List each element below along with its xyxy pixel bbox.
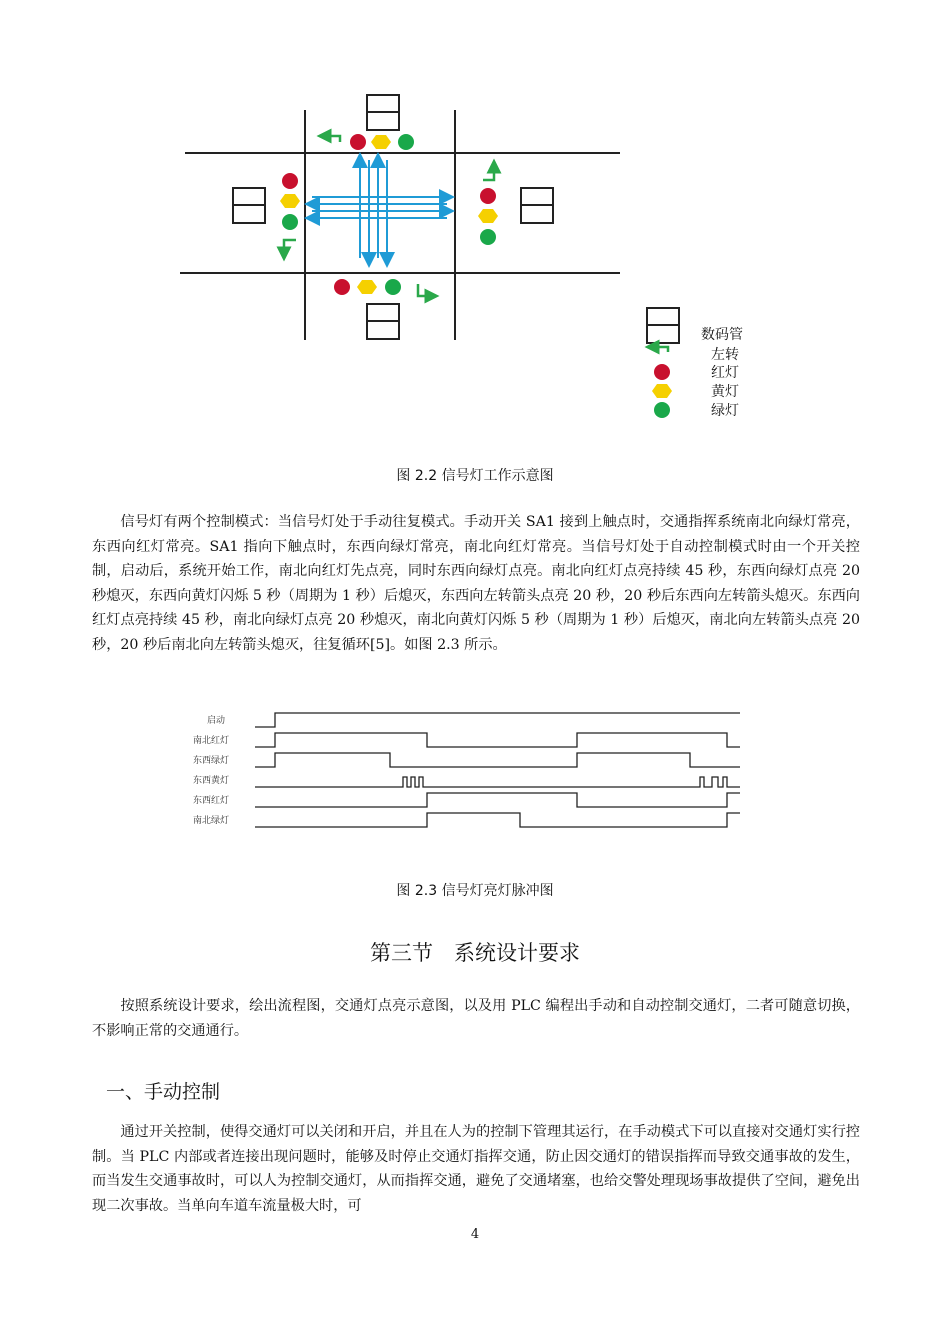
waveform-start [255, 713, 740, 727]
legend-label-yellow-light: 黄灯 [711, 384, 739, 400]
south-signal-lights [334, 279, 432, 296]
traffic-flow-arrows [312, 160, 447, 260]
paragraph-design-requirements: 按照系统设计要求，绘出流程图，交通灯点亮示意图，以及用 PLC 编程出手动和自动控制交通灯，二者可随意切换，不影响正常的交通通行。 [92, 998, 860, 1039]
digital-display-south [367, 304, 399, 339]
section-title: 第三节 系统设计要求 [370, 941, 580, 965]
paragraph-control-modes: 信号灯有两个控制模式：当信号灯处于手动往复模式。手动开关 SA1 接到上触点时，交通指挥系统南北向绿灯常亮，东西向红灯常亮。SA1 指向下触点时，东西向绿灯常亮，南北向红灯常亮。当信号灯处于自动控制模式时由一个开关控制，启动后，系统开始工作，南北向红灯先点亮，同时东西向绿灯点亮。南北向红灯点亮持续 45 秒，东西向绿灯点亮 20 秒熄灭，东西向黄灯闪烁 5 秒（周期为 1 秒）后熄灭，东西向左转箭头点亮 20 秒，20 秒后东西向左转箭头熄灭。东西向红灯点亮持续 45 秒，南北向绿灯点亮 20 秒熄灭，南北向黄灯闪烁 5 秒（周期为 1 秒）后熄灭，南北向左转箭头点亮 20 秒，20 秒后南北向左转箭头熄灭，往复循环[5]。如图 2.3 所示。 [92, 514, 860, 653]
digital-display-west [233, 188, 265, 223]
waveform-ns-red [255, 733, 740, 747]
waveform-ns-green [255, 813, 740, 827]
figure-caption-2-2: 图 2.2 信号灯工作示意图 [396, 468, 554, 484]
waveform-ew-green [255, 753, 740, 767]
legend-label-red-light: 红灯 [711, 365, 739, 381]
east-signal-lights [478, 166, 498, 245]
legend-label-green-light: 绿灯 [711, 403, 739, 419]
intersection-diagram [0, 0, 950, 450]
subsection-title: 一、手动控制 [106, 1081, 221, 1103]
page-number: 4 [470, 1227, 480, 1242]
west-signal-lights [280, 173, 300, 254]
digital-display-east [521, 188, 553, 223]
timing-label-ns-red: 南北红灯 [193, 736, 230, 746]
waveform-ew-yellow [255, 777, 740, 787]
timing-label-ew-green: 东西绿灯 [193, 756, 230, 766]
timing-label-ew-red: 东西红灯 [193, 796, 230, 806]
waveform-ew-red [255, 793, 740, 807]
figure-caption-2-3: 图 2.3 信号灯亮灯脉冲图 [396, 883, 554, 899]
timing-label-ew-yellow: 东西黄灯 [193, 776, 230, 786]
timing-label-ns-green: 南北绿灯 [193, 816, 230, 826]
north-signal-lights [324, 134, 414, 150]
timing-label-start: 启动 [207, 716, 226, 726]
legend-label-left-turn: 左转 [711, 347, 739, 363]
paragraph-manual-control: 通过开关控制，使得交通灯可以关闭和开启，并且在人为的控制下管理其运行，在手动模式下可以直接对交通灯实行控制。当 PLC 内部或者连接出现问题时，能够及时停止交通灯指挥交通，防止因交通灯的错误指挥而导致交通事故的发生，而当发生交通事故时，可以人为控制交通灯，从而指挥交通，避免了交通堵塞，也给交警处理现场事故提供了空间，避免出现二次事故。当单向车道车流量极大时，可 [92, 1124, 860, 1214]
pulse-timing-diagram [185, 705, 785, 830]
legend-label-digital-display: 数码管 [701, 327, 743, 343]
digital-display-north [367, 95, 399, 130]
legend-symbols [647, 308, 679, 418]
